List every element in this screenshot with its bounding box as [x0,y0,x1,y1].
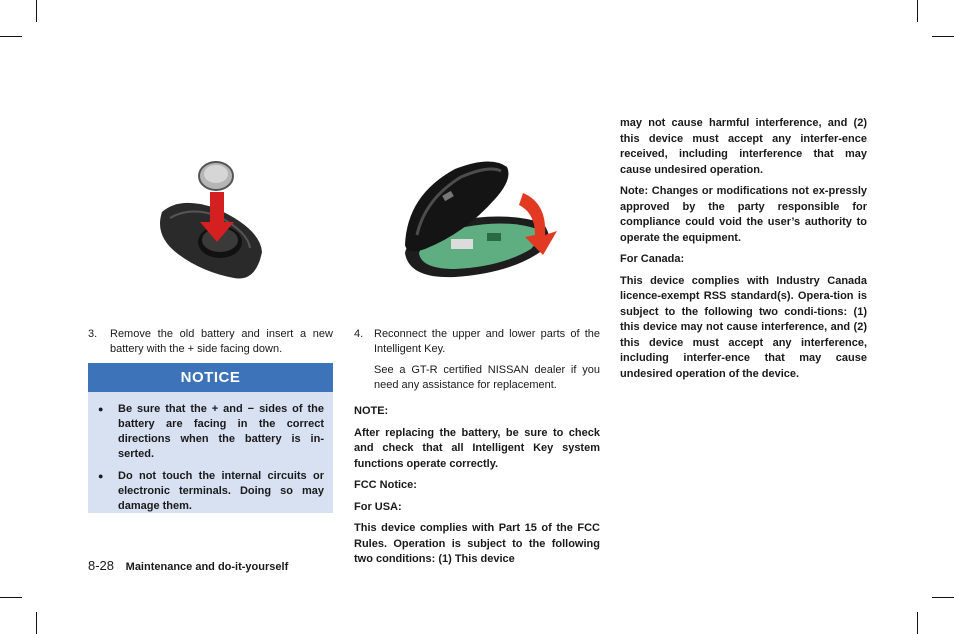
crop-mark [917,612,918,634]
crop-mark [36,612,37,634]
fcc-heading: FCC Notice: [354,479,417,491]
canada-text: This device complies with Industry Canada licence-exempt RSS standard(s). Opera-tion is subject to the following two condi-tions: (1) this device may not cause interference, and (2) this device must accept any interference, including interfer-ence that may cause undesired operation of the device. [620,274,867,380]
notice-bullet [96,402,324,462]
step-4 [354,327,600,357]
notice-text: Do not touch the internal circuits or electronic terminals. Doing so may damage them. [118,470,324,512]
crop-mark [917,0,918,22]
battery-insert-illustration [140,140,290,300]
canada-heading: For Canada: [620,253,685,265]
notice-list [88,392,333,514]
crop-mark [932,597,954,598]
page-number: 8-28 [88,558,115,573]
usa-text: This device complies with Part 15 of the FCC Rules. Operation is subject to the following two conditions: (1) This device [354,522,600,565]
crop-mark [36,0,37,22]
crop-mark [0,597,22,598]
step-text: Reconnect the upper and lower parts of the Intelligent Key. [374,328,600,355]
note-heading: NOTE: [354,405,389,417]
key-reconnect-illustration [395,155,565,290]
crop-mark [0,36,22,37]
note-text: After replacing the battery, be sure to check and check that all Intelligent Key system functions operate correctly. [354,426,600,470]
step-number: 4. [354,328,364,340]
step-number: 3. [88,328,98,340]
notice-box [88,363,333,513]
column-1 [88,327,333,357]
crop-mark [932,36,954,37]
bullet-icon: ● [98,404,104,414]
usa-text-continued: may not cause harmful interference, and (2) this device must accept any interfer-ence received, including interference that may cause undesired operation. [620,117,867,176]
step-3 [88,327,333,357]
changes-note: Note: Changes or modifications not ex-pressly approved by the party responsible for compliance could void the user’s authority to operate the equipment. [620,185,867,244]
bullet-icon: ● [98,471,104,481]
column-2 [354,327,600,574]
section-title: Maintenance and do-it-yourself [125,561,289,573]
notice-text: Be sure that the + and − sides of the battery are facing in the correct directions when the battery is in-serted. [118,403,324,460]
usa-heading: For USA: [354,500,402,513]
notice-title: NOTICE [88,363,333,392]
step-4-subtext: See a GT-R certified NISSAN dealer if you need any assistance for replacement. [374,364,600,391]
page-footer [88,558,288,573]
step-text: Remove the old battery and insert a new battery with the + side facing down. [110,328,333,355]
notice-bullet [96,469,324,514]
column-3 [620,116,867,388]
